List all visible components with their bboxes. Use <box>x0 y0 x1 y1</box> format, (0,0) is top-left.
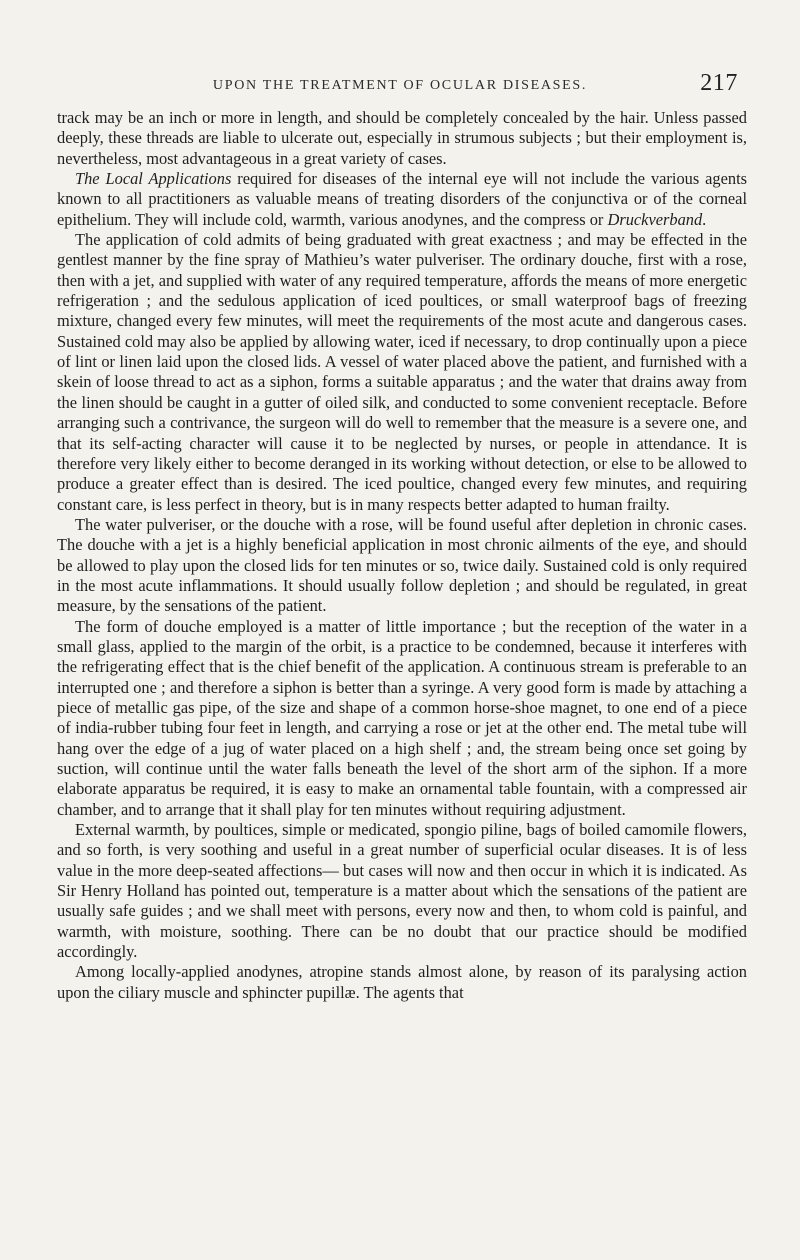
paragraph-5 <box>57 617 747 820</box>
paragraph-4-text: The water pulveriser, or the douche with a rose, will be found useful after depletion in chronic cases. The douche with a jet is a highly beneficial application in most chronic ailments of the eye, and should be allowed to play upon the closed lids for ten minutes or so, twice daily. Sustained cold is only required in the most acute inflammations. It should usually follow depletion ; and should be regulated, in great measure, by the sensations of the patient. <box>57 514 747 616</box>
paragraph-3-text: The application of cold admits of being graduated with great exactness ; and may be effected in the gentlest manner by the fine spray of Mathieu’s water pulveriser. The ordinary douche, first with a rose, then with a jet, and supplied with water of any required temperature, affords the means of more energetic refrigeration ; and the sedulous application of iced poultices, or small waterproof bags of freezing mixture, changed every few minutes, will meet the requirements of the most acute and dangerous cases. Sustained cold may also be applied by allowing water, iced if necessary, to drop continually upon a piece of lint or linen laid upon the closed lids. A vessel of water placed above the patient, and furnished with a skein of loose thread to act as a siphon, forms a suitable apparatus ; and the water that drains away from the linen should be caught in a gutter of oiled silk, and conducted to some convenient receptacle. Before arranging such a contrivance, the surgeon will do well to remember that the measure is a severe one, and that its self-acting character will cause it to be neglected by nurses, or people in attendance. It is therefore very likely either to become deranged in its working without detection, or else to be allowed to produce a greater effect than is desired. The iced poultice, changed every few minutes, and requiring constant care, is less perfect in theory, but is in many respects better adapted to human frailty. <box>57 230 747 514</box>
paragraph-2-text: required for diseases of the internal eye will not include the various agents known to all practitioners as valuable means of treating disorders of the conjunctiva or of the corneal epithelium. They will include cold, warmth, various anodynes, and the compress or <box>57 169 748 229</box>
page-number: 217 <box>700 70 738 96</box>
paragraph-1-text: track may be an inch or more in length, and should be completely concealed by the hair. Unless passed deeply, these threads are liable to ulcerate out, especially in strumous subjects ; but their employment is, nevertheless, most advantageous in a great variety of cases. <box>57 108 747 168</box>
paragraph-3 <box>57 230 747 515</box>
paragraph-5-text: The form of douche employed is a matter of little importance ; but the reception of the water in a small glass, applied to the margin of the orbit, is a practice to be condemned, because it interferes with the refrigerating effect that is the chief benefit of the application. A continuous stream is preferable to an interrupted one ; and therefore a siphon is better than a syringe. A very good form is made by attaching a piece of metallic gas pipe, of the size and shape of a common horse-shoe magnet, to one end of a piece of india-rubber tubing four feet in length, and carrying a rose or jet at the other end. The metal tube will hang over the edge of a jug of water placed on a high shelf ; and, the stream being once set going by suction, will continue until the water falls beneath the level of the short arm of the siphon. If a more elaborate apparatus be required, it is easy to make an ornamental table fountain, with a compressed air chamber, and to arrange that it shall play for ten minutes without requiring adjustment. <box>57 616 747 819</box>
paragraph-2 <box>57 169 747 230</box>
paragraph-2-tail-italic: Druckverband <box>607 209 703 229</box>
paragraph-4 <box>57 515 747 617</box>
page-header <box>0 70 800 104</box>
paragraph-2-tail-text: . <box>702 209 707 229</box>
paragraph-6-text: External warmth, by poultices, simple or medicated, spongio piline, bags of boiled camomile flowers, and so forth, is very soothing and useful in a great number of superficial ocular diseases. It is of less value in the more deep-seated affections— but cases will now and then occur in which it is indicated. As Sir Henry Holland has pointed out, temperature is a matter about which the sensations of the patient are usually safe guides ; and we shall meet with persons, every now and then, to whom cold is painful, and warmth, with moisture, soothing. There can be no doubt that our practice should be modified accordingly. <box>57 820 747 962</box>
running-head: UPON THE TREATMENT OF OCULAR DISEASES. <box>212 78 588 93</box>
paragraph-6 <box>57 820 747 962</box>
paragraph-2-lead-italic: The Local Applications <box>75 169 232 189</box>
paragraph-7 <box>57 962 747 1003</box>
paragraph-1 <box>57 108 747 169</box>
paragraph-7-text: Among locally-applied anodynes, atropine stands almost alone, by reason of its paralysing action upon the ciliary muscle and sphincter pupillæ. The agents that <box>57 962 747 1002</box>
body-text <box>57 108 747 1003</box>
